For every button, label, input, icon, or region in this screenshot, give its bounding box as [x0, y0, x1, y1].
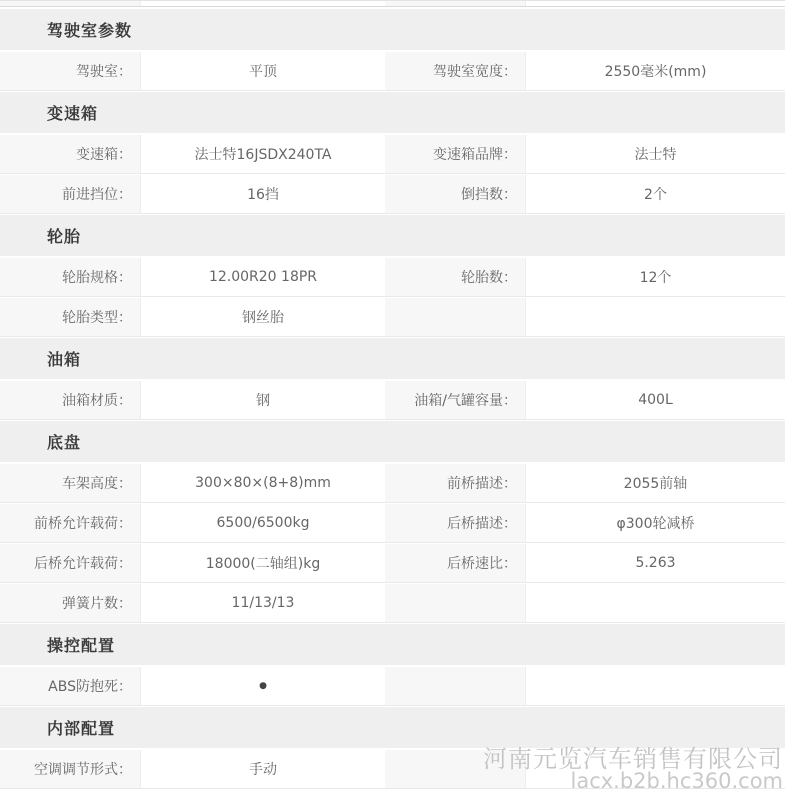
- spec-label-cell: [0, 1, 140, 6]
- partial-row: [0, 0, 785, 7]
- spec-value: 16挡: [140, 175, 385, 213]
- watermark-url: lacx.b2b.hc360.com: [570, 769, 783, 792]
- spec-label-cell: [385, 1, 525, 6]
- spec-label: 后桥描述：: [385, 504, 525, 542]
- spec-value: 钢丝胎: [140, 298, 385, 336]
- spec-label: 空调调节形式：: [0, 750, 140, 788]
- spec-label: 变速箱品牌：: [385, 135, 525, 173]
- spec-label: 驾驶室宽度：: [385, 52, 525, 90]
- section-title: 变速箱: [47, 104, 99, 123]
- spec-row-gearbox: [0, 135, 785, 174]
- spec-row-ac: [0, 750, 785, 789]
- spec-label: 前桥允许载荷：: [0, 504, 140, 542]
- spec-value: 2550毫米(mm): [525, 52, 785, 90]
- spec-value: 11/13/13: [140, 584, 385, 622]
- spec-value-dot: ●: [140, 667, 385, 705]
- section-title: 轮胎: [47, 227, 82, 246]
- spec-row-cab: [0, 52, 785, 91]
- spec-row-front-axle: [0, 504, 785, 543]
- spec-label: ABS防抱死：: [0, 667, 140, 705]
- section-header-cab: [0, 9, 785, 50]
- spec-row-tire-spec: [0, 258, 785, 297]
- section-header-fueltank: [0, 338, 785, 379]
- section-title: 驾驶室参数: [47, 21, 133, 40]
- section-header-interior: [0, 707, 785, 748]
- spec-label: 轮胎规格：: [0, 258, 140, 296]
- spec-row-rear-axle: [0, 544, 785, 583]
- spec-label: 车架高度：: [0, 464, 140, 502]
- spec-label: 后桥允许载荷：: [0, 544, 140, 582]
- spec-row-tire-type: [0, 298, 785, 337]
- spec-value: 平顶: [140, 52, 385, 90]
- spec-value: φ300轮减桥: [525, 504, 785, 542]
- spec-label: 轮胎类型：: [0, 298, 140, 336]
- section-header-gearbox: [0, 92, 785, 133]
- spec-value: 法士特16JSDX240TA: [140, 135, 385, 173]
- spec-label: 油箱材质：: [0, 381, 140, 419]
- spec-value: 400L: [525, 381, 785, 419]
- spec-row-springs: [0, 584, 785, 623]
- section-header-chassis: [0, 421, 785, 462]
- section-title: 操控配置: [47, 636, 116, 655]
- spec-value: [525, 298, 785, 336]
- watermark-company: 河南元览汽车销售有限公司: [483, 745, 783, 773]
- section-title: 油箱: [47, 350, 82, 369]
- spec-value: 12.00R20 18PR: [140, 258, 385, 296]
- spec-label: 驾驶室：: [0, 52, 140, 90]
- spec-row-abs: [0, 667, 785, 706]
- spec-value-cell: [140, 1, 385, 6]
- spec-value: [525, 750, 785, 788]
- spec-value: 12个: [525, 258, 785, 296]
- spec-value: [525, 584, 785, 622]
- spec-label: 弹簧片数：: [0, 584, 140, 622]
- spec-label: [385, 298, 525, 336]
- spec-value: 5.263: [525, 544, 785, 582]
- spec-label: 前桥描述：: [385, 464, 525, 502]
- spec-label: 前进挡位：: [0, 175, 140, 213]
- spec-value: 2055前轴: [525, 464, 785, 502]
- spec-value: 手动: [140, 750, 385, 788]
- section-header-controls: [0, 624, 785, 665]
- spec-value: 6500/6500kg: [140, 504, 385, 542]
- spec-row-gears: [0, 175, 785, 214]
- spec-label: 倒挡数：: [385, 175, 525, 213]
- spec-value: 18000(二轴组)kg: [140, 544, 385, 582]
- spec-label: 后桥速比：: [385, 544, 525, 582]
- spec-label: [385, 667, 525, 705]
- section-title: 内部配置: [47, 719, 116, 738]
- section-header-tires: [0, 215, 785, 256]
- spec-value: 300×80×(8+8)mm: [140, 464, 385, 502]
- spec-row-fueltank: [0, 381, 785, 420]
- spec-label: 油箱/气罐容量：: [385, 381, 525, 419]
- spec-value: 2个: [525, 175, 785, 213]
- spec-label: [385, 584, 525, 622]
- spec-value: [525, 667, 785, 705]
- spec-label: 轮胎数：: [385, 258, 525, 296]
- spec-label: [385, 750, 525, 788]
- spec-value: 法士特: [525, 135, 785, 173]
- section-title: 底盘: [47, 433, 82, 452]
- spec-value: 钢: [140, 381, 385, 419]
- spec-label: 变速箱：: [0, 135, 140, 173]
- spec-value-cell: [525, 1, 785, 6]
- spec-row-frame: [0, 464, 785, 503]
